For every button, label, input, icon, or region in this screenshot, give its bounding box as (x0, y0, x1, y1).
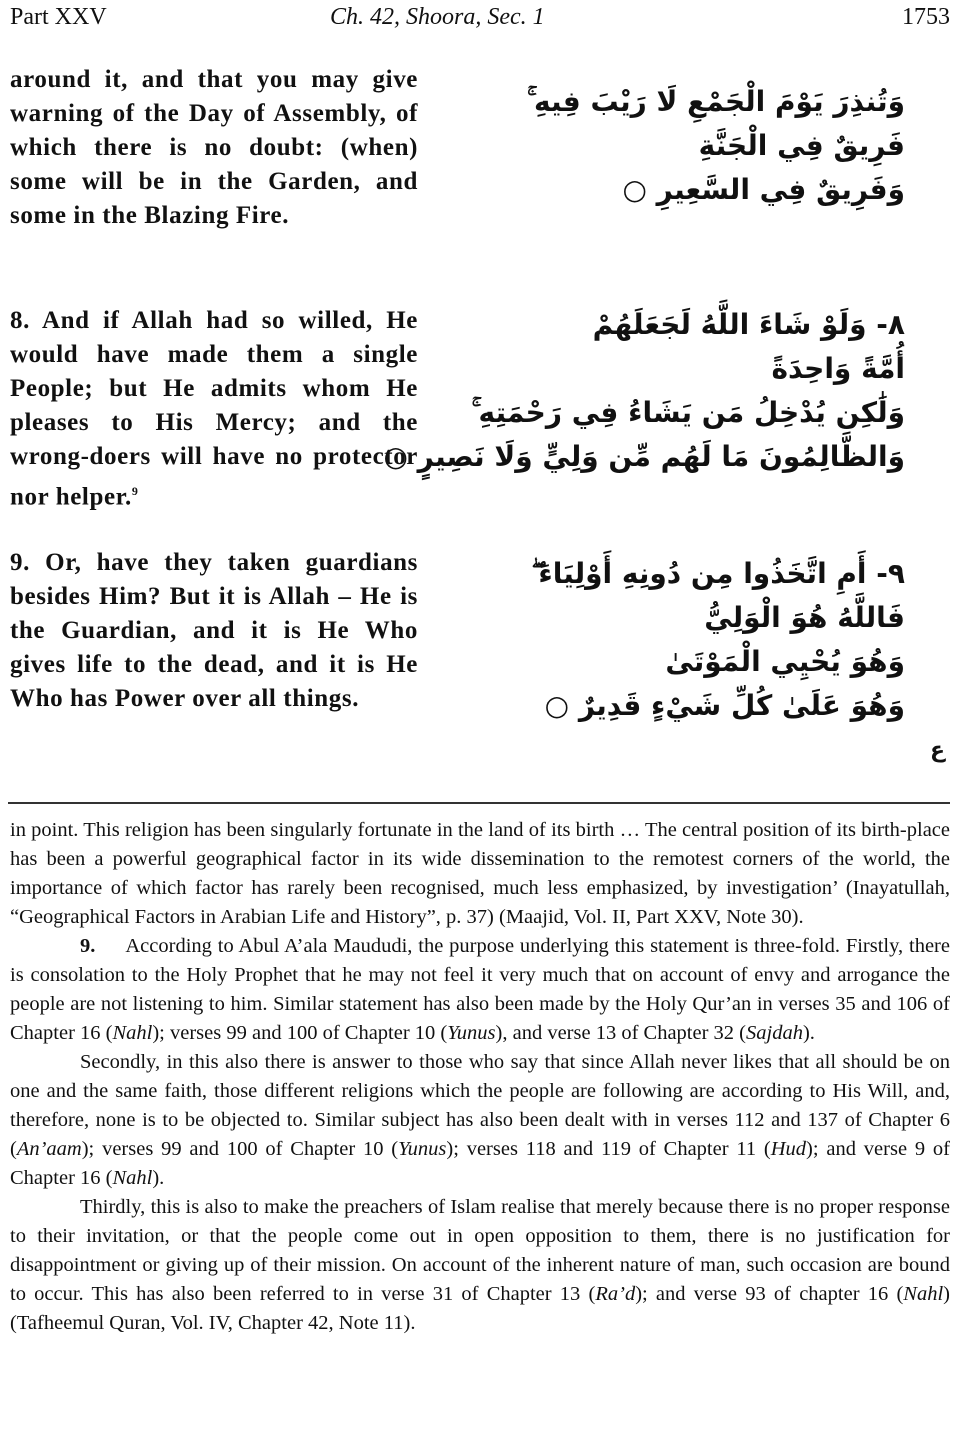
footnote-text: ); and verse 93 of chapter 16 ( (635, 1283, 904, 1305)
footnote-paragraph (10, 816, 950, 932)
arabic-line: وَهُوَ يُحْيِي الْمَوْتَىٰ (665, 645, 905, 678)
arabic-line: فَاللَّهُ هُوَ الْوَلِيُّ (704, 601, 905, 634)
arabic-line: ٩- أَمِ اتَّخَذُوا مِن دُونِهِ أَوْلِيَاءَ ۖ (531, 557, 905, 590)
footnote-text: ); verses 99 and 100 of Chapter 10 ( (152, 1022, 448, 1044)
arabic-line: وَتُنذِرَ يَوْمَ الْجَمْعِ لَا رَيْبَ فِيهِ ۚ (526, 85, 905, 118)
arabic-line: وَفَرِيقٌ فِي السَّعِيرِ ○ (622, 173, 905, 206)
surah-name: An’aam (16, 1138, 82, 1160)
verse-8-arabic (383, 303, 905, 479)
running-head-chapter: Ch. 42, Shoora, Sec. 1 (330, 4, 545, 30)
surah-name: Nahl (112, 1022, 153, 1044)
surah-name: Ra’d (595, 1283, 636, 1305)
ruku-margin-mark: ع (930, 738, 946, 763)
footnote-paragraph (10, 932, 950, 1048)
verse-7-translation: around it, and that you may give warning of the Day of Assembly, of which there is no doubt: (when) some will be in the Garden, and some in the Blazing Fire. (10, 66, 418, 229)
verse-7-arabic (445, 80, 905, 212)
arabic-line: فَرِيقٌ فِي الْجَنَّةِ (698, 129, 905, 162)
footnote-ref[interactable]: 9 (131, 484, 139, 498)
footnote-text: ), and verse 13 of Chapter 32 ( (495, 1022, 746, 1044)
surah-name: Yunus (398, 1138, 447, 1160)
footnote-text: ). (152, 1167, 165, 1189)
footnote-paragraph (10, 1048, 950, 1193)
verse-9-translation: 9. Or, have they taken guardians besides Him? But it is Allah – He is the Guardian, and it is He Who gives life to the dead, and it is He Who has Power over all things. (10, 549, 418, 712)
footnote-paragraph (10, 1193, 950, 1338)
footnotes (10, 816, 950, 1338)
footnote-text: ); verses 99 and 100 of Chapter 10 ( (81, 1138, 399, 1160)
arabic-line: وَهُوَ عَلَىٰ كُلِّ شَيْءٍ قَدِيرٌ ○ (544, 689, 905, 722)
footnote-text: ) (Tafheemul Quran, Vol. IV, Chapter 42, Note 11). (10, 1283, 950, 1334)
surah-name: Nahl (903, 1283, 944, 1305)
surah-name: Sajdah (746, 1022, 803, 1044)
verse-8-text: 8. And if Allah had so willed, He would have made them a single People; but He admits whom He pleases to His Mercy; and the wrong-doers will have no protector nor helper. (10, 307, 418, 511)
footnote-text: Secondly, in this also there is answer to those who say that since Allah never likes that all should be on one and the same faith, those different religions which the people are following are according to His Will, and, therefore, none is to be objected to. Similar subject has also been dealt with in verses 112 and 137 of Chapter 6 ( (10, 1051, 950, 1160)
verse-8-translation (10, 304, 418, 514)
surah-name: Hud (770, 1138, 807, 1160)
arabic-line: وَالظَّالِمُونَ مَا لَهُم مِّن وَلِيٍّ وَلَا نَصِيرٍ ○ (383, 440, 905, 473)
footnote-text: ); and verse 9 of Chapter 16 ( (10, 1138, 950, 1189)
footnote-number: 9. (80, 935, 96, 957)
verse-9-arabic (445, 552, 905, 728)
page-number: 1753 (902, 4, 950, 30)
footnote-divider (8, 802, 950, 804)
arabic-line: ٨- وَلَوْ شَاءَ اللَّهُ لَجَعَلَهُمْ (592, 308, 905, 341)
footnote-text: ). (802, 1022, 815, 1044)
footnote-text: Thirdly, this is also to make the preachers of Islam realise that merely because there is no proper response to their invitation, or that the people come out in open opposition to them, there is no justification for disappointment or giving up of their mission. On account of the inherent nature of man, such occasion are bound to occur. This has also been referred to in verse 31 of Chapter 13 ( (10, 1196, 950, 1305)
footnote-text: in point. This religion has been singularly fortunate in the land of its birth … The central position of its birth-place has been a powerful geographical factor in its wide dissemination to the remotest corners of the world, the importance of which factor has rarely been recognised, much less emphasized, by investigation’ (Inayatullah, “Geographical Factors in Arabian Life and History”, p. 37) (Maajid, Vol. II, Part XXV, Note 30). (10, 819, 950, 928)
footnote-text: According to Abul A’ala Maududi, the purpose underlying this statement is three-fold. Firstly, there is consolation to the Holy Prophet that he may not feel it very much that on account of envy and arrogance the people are not listening to him. Similar statement has also been made by the Holy Qur’an in verses 35 and 106 of Chapter 16 ( (10, 935, 950, 1044)
running-head-part: Part XXV (10, 4, 107, 30)
surah-name: Yunus (447, 1022, 496, 1044)
surah-name: Nahl (112, 1167, 153, 1189)
arabic-line: أُمَّةً وَاحِدَةً (771, 352, 905, 385)
footnote-text: ); verses 118 and 119 of Chapter 11 ( (446, 1138, 771, 1160)
arabic-line: وَلَٰكِن يُدْخِلُ مَن يَشَاءُ فِي رَحْمَتِهِ ۚ (471, 396, 905, 429)
